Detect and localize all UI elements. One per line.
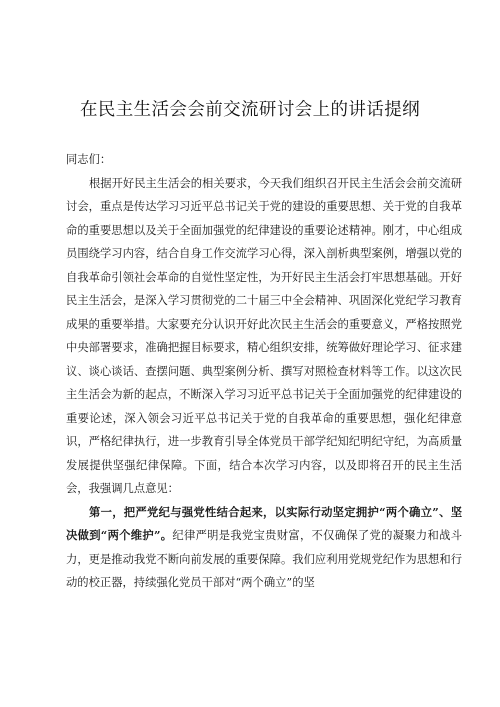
point-one-body: 纪律严明是我党宝贵财富，不仅确保了党的凝聚力和战斗力，更是推动我党不断向前发展的重要保障。我们应利用党规党纪作为思想和行动的校正器，持续强化党员干部对“两个确立”的坚	[66, 529, 462, 589]
point-one-heading: 第一，把严党纪与强党性结合起来，以实际行动坚定拥护“两个确立”、坚决做到“两个维护”。	[66, 504, 462, 542]
document-title: 在民主生活会会前交流研讨会上的讲话提纲	[79, 100, 421, 120]
paragraph-intro: 根据开好民主生活会的相关要求，今天我们组织召开民主生活会会前交流研讨会，重点是传达学习习近平总书记关于党的建设的重要思想、关于党的自我革命的重要思想以及关于全面加强党的纪律建设的重要论述精神。刚才，中心组成员围绕学习内容，结合自身工作交流学习心得，深入剖析典型案例，增强以党的自我革命引领社会革命的自觉性坚定性，为开好民主生活会打牢思想基础。开好民主生活会，是深入学习贯彻党的二十届三中全会精神、巩固深化党纪学习教育成果的重要举措。大家要充分认识开好此次民主生活会的重要意义，严格按照党中央部署要求，准确把握目标要求，精心组织安排，统筹做好理论学习、征求建议、谈心谈话、查摆问题、典型案例分析、撰写对照检查材料等工作。以这次民主生活会为新的起点，不断深入学习习近平总书记关于全面加强党的纪律建设的重要论述，深入领会习近平总书记关于党的自我革命的重要思想，强化纪律意识，严格纪律执行，进一步教育引导全体党员干部学纪知纪明纪守纪，为高质量发展提供坚强纪律保障。下面，结合本次学习内容，以及即将召开的民主生活会，我强调几点意见：	[66, 176, 462, 495]
document-body	[66, 148, 462, 595]
salutation: 同志们：	[66, 153, 112, 166]
paragraph-point-one	[66, 501, 462, 595]
